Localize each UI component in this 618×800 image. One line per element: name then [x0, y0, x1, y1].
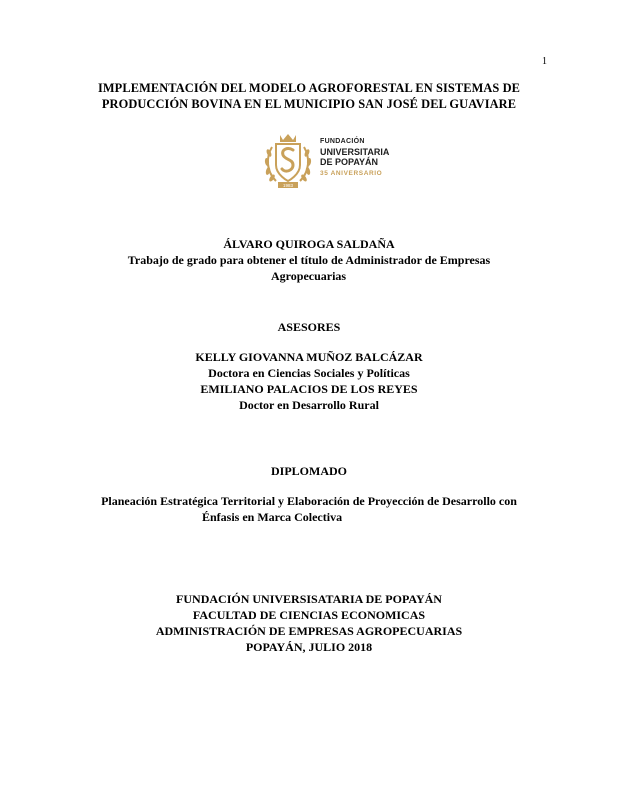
logo-line-4: 35 ANIVERSARIO [320, 170, 383, 177]
logo-wordmark [320, 137, 389, 179]
seal-year: 1983 [282, 183, 294, 188]
thesis-title [0, 80, 618, 112]
author-name: ÁLVARO QUIROGA SALDAÑA [223, 237, 395, 251]
crest-icon [262, 131, 314, 191]
institution-line-1: FUNDACIÓN UNIVERSISATARIA DE POPAYÁN [176, 592, 442, 606]
advisors-list [0, 349, 618, 413]
logo-line-3: DE POPAYÁN [320, 157, 379, 167]
diplomado-name-line-2: Énfasis en Marca Colectiva [202, 510, 343, 524]
logo-line-1: FUNDACIÓN [320, 138, 365, 145]
diplomado-name-line-1: Planeación Estratégica Territorial y Elaboración de Proyección de Desarrollo con [101, 494, 517, 508]
institution-line-4: POPAYÁN, JULIO 2018 [245, 640, 373, 654]
logo-line-2: UNIVERSITARIA [320, 147, 390, 157]
institution-section [0, 591, 618, 655]
advisor-2-title: Doctor en Desarrollo Rural [239, 398, 379, 412]
diplomado-heading-text: DIPLOMADO [271, 464, 347, 478]
advisors-heading [0, 319, 618, 335]
page-number: 1 [542, 56, 547, 67]
diplomado-heading [0, 463, 618, 479]
institution-line-3: ADMINISTRACIÓN DE EMPRESAS AGROPECUARIAS [155, 624, 463, 638]
thesis-title-line-1: IMPLEMENTACIÓN DEL MODELO AGROFORESTAL EN SISTEMAS DE [97, 81, 521, 95]
advisor-1-name: KELLY GIOVANNA MUÑOZ BALCÁZAR [195, 350, 423, 364]
university-logo [262, 131, 390, 191]
advisors-heading-text: ASESORES [277, 320, 341, 334]
diplomado-name [0, 493, 618, 525]
author-section [0, 236, 618, 284]
thesis-title-line-2: PRODUCCIÓN BOVINA EN EL MUNICIPIO SAN JOSÉ DEL GUAVIARE [101, 97, 517, 111]
author-purpose-line-1: Trabajo de grado para obtener el título de Administrador de Empresas [127, 253, 491, 267]
advisor-1-title: Doctora en Ciencias Sociales y Políticas [208, 366, 410, 380]
author-purpose-line-2: Agropecuarias [271, 269, 347, 283]
institution-line-2: FACULTAD DE CIENCIAS ECONOMICAS [192, 608, 426, 622]
advisor-2-name: EMILIANO PALACIOS DE LOS REYES [200, 382, 418, 396]
